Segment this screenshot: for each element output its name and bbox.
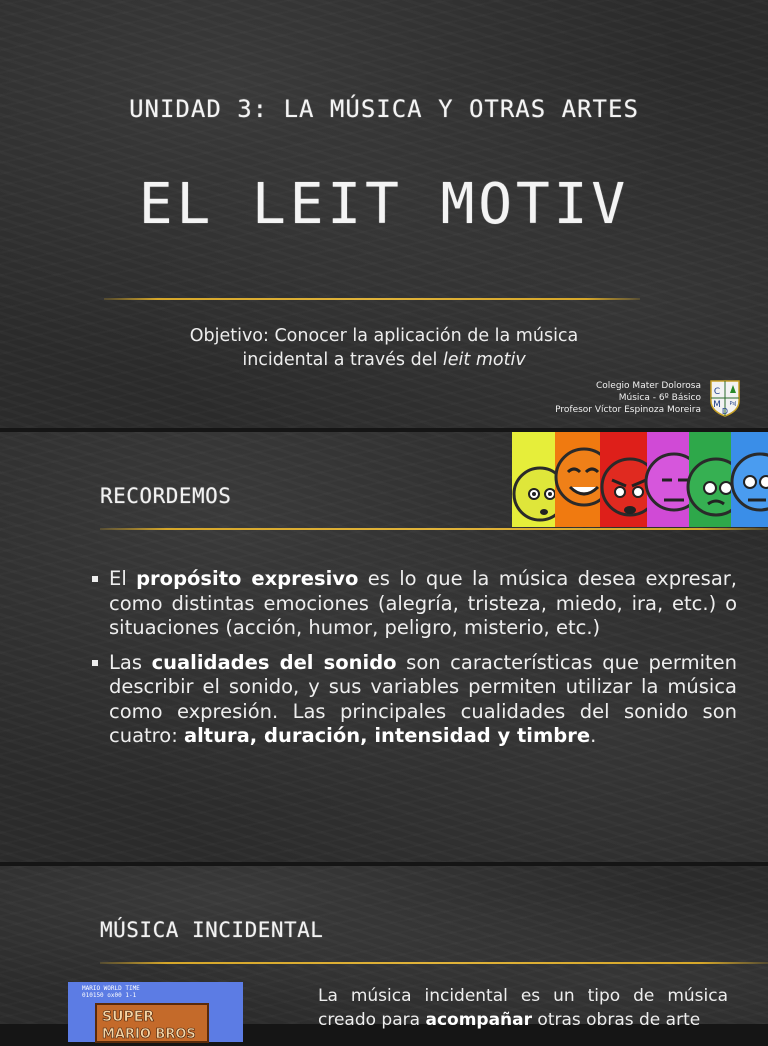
face-blue-icon [731, 432, 768, 527]
credits [555, 380, 701, 416]
divider-line [100, 528, 768, 530]
bullet-proposito-expresivo [90, 567, 737, 641]
credit-course: Música - 6º Básico [618, 393, 701, 403]
bullet-cualidades-sonido [90, 651, 737, 749]
svg-text:M: M [713, 400, 721, 410]
recordemos-heading: RECORDEMOS [100, 484, 232, 508]
title-slide [0, 0, 768, 428]
main-title: EL LEIT MOTIV [138, 172, 630, 237]
bullet-text: . [590, 724, 597, 747]
bullet-bold-text: cualidades del sonido [151, 650, 397, 674]
bullet-bold-text: propósito expresivo [136, 567, 359, 590]
recordemos-slide [0, 432, 768, 862]
bullet-text: El [109, 567, 137, 590]
objective-line-2-text: incidental a través del [242, 350, 443, 370]
objective-emphasis: leit motiv [442, 350, 526, 370]
super-mario-bros-image [68, 982, 243, 1042]
musica-incidental-heading: MÚSICA INCIDENTAL [100, 918, 324, 942]
objective-line-1: Objetivo: Conocer la aplicación de la música [189, 326, 579, 346]
svg-text:D: D [721, 407, 729, 416]
svg-text:PsJ: PsJ [729, 401, 737, 407]
divider-line [100, 962, 768, 964]
game-screen-icon [68, 982, 243, 1042]
musica-incidental-slide [0, 866, 768, 1042]
paragraph-bold-text: acompañar [425, 1010, 533, 1030]
paragraph-text: otras obras de arte [532, 1010, 701, 1030]
school-crest-logo [709, 379, 741, 417]
musica-incidental-text [318, 984, 728, 1032]
unit-title: UNIDAD 3: LA MÚSICA Y OTRAS ARTES [129, 95, 639, 123]
divider-line [104, 298, 640, 300]
objective-text [0, 324, 768, 372]
emotion-faces-image [512, 432, 768, 527]
credit-school: Colegio Mater Dolorosa [596, 381, 701, 391]
game-logo-line2: MARIO BROS [102, 1027, 196, 1042]
bullet-bold-text: altura, duración, intensidad y timbre [183, 724, 591, 747]
bullet-text: Las [109, 650, 152, 674]
game-hud-values: 010150 ox00 1-1 [82, 992, 137, 999]
paragraph-text: La música incidental es un tipo de música creado para [318, 986, 728, 1030]
svg-text:C: C [713, 387, 721, 397]
bullet-text: es lo que la música desea expresar, como distintas emociones (alegría, tristeza, miedo, ira, etc.) o situaciones (acción, humor, peligro, misterio, etc.) [109, 567, 737, 639]
credit-teacher: Profesor Víctor Espinoza Moreira [555, 405, 701, 415]
bullet-list [90, 567, 737, 759]
bullet-text: son características que permiten describir el sonido, y sus variables permiten utilizar la música como expresión. Las principales cualidades del sonido son cuatro: [109, 650, 738, 747]
game-hud: MARIO WORLD TIME [82, 985, 140, 992]
game-logo-line1: SUPER [102, 1009, 155, 1025]
objective-line-2 [0, 348, 768, 372]
